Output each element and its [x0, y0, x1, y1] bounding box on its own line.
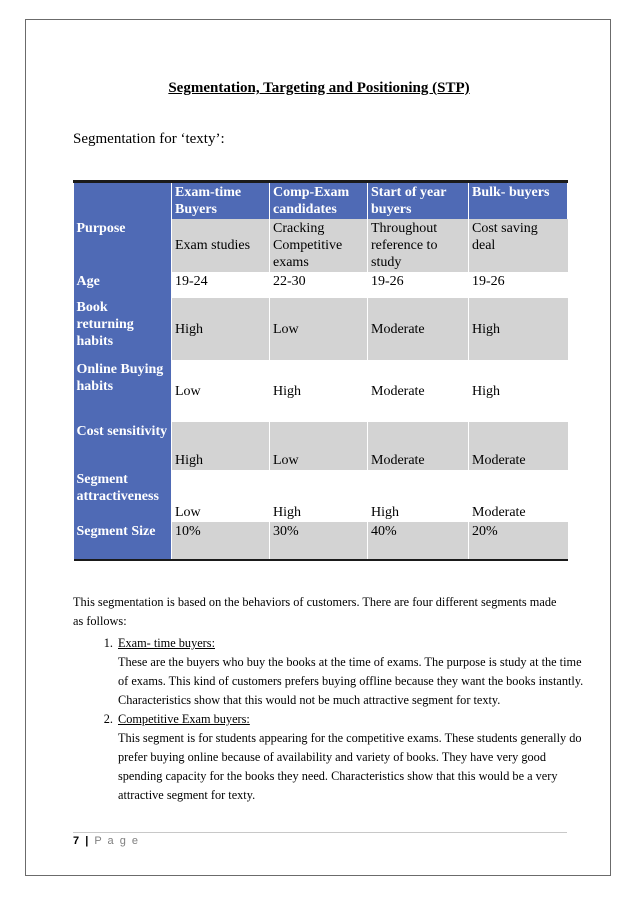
- table-cell: Low: [270, 298, 368, 360]
- page-footer: [73, 835, 140, 847]
- table-cell: 30%: [270, 522, 368, 560]
- row-label: Segment Size: [74, 522, 172, 560]
- segment-title: Exam- time buyers:: [118, 636, 215, 650]
- table-cell: Moderate: [368, 422, 469, 470]
- row-label: Book returning habits: [74, 298, 172, 360]
- table-row: [74, 422, 568, 470]
- row-label: Purpose: [74, 219, 172, 272]
- table-cell: Throughout reference to study: [368, 219, 469, 272]
- segmentation-table: [73, 180, 568, 561]
- table-cell: Low: [172, 360, 270, 422]
- table-cell: 20%: [469, 522, 568, 560]
- table-row: [74, 470, 568, 522]
- table-cell: Moderate: [469, 422, 568, 470]
- footer-separator: |: [85, 835, 90, 847]
- table-header-cell: Comp-Exam candidates: [270, 182, 368, 220]
- footer-divider: [73, 832, 567, 833]
- table-header-cell: Exam-time Buyers: [172, 182, 270, 220]
- list-item: [116, 634, 586, 710]
- row-label: Segment attractiveness: [74, 470, 172, 522]
- table-cell: 10%: [172, 522, 270, 560]
- table-cell: 19-24: [172, 272, 270, 298]
- page-title: Segmentation, Targeting and Positioning (STP): [168, 80, 470, 96]
- segment-description: These are the buyers who buy the books at the time of exams. The purpose is study at the time of exams. This kind of customers prefers buying offline because they want the books instantly. Characteristics show that this would not be much attractive segment for texty.: [118, 655, 584, 707]
- row-label: Age: [74, 272, 172, 298]
- table-cell: Low: [270, 422, 368, 470]
- segment-list: [73, 634, 586, 805]
- table-cell: Cracking Competitive exams: [270, 219, 368, 272]
- table-cell: 19-26: [368, 272, 469, 298]
- row-label: Cost sensitivity: [74, 422, 172, 470]
- table-row: [74, 272, 568, 298]
- table-header-cell: [74, 182, 172, 220]
- table-row: [74, 522, 568, 560]
- table-row: [74, 219, 568, 272]
- segment-description: This segment is for students appearing for the competitive exams. These students generally do prefer buying online because of availability and variety of books. They have very good spending capacity for the books they need. Characteristics show that this would be a very attractive segment for texty.: [118, 731, 582, 802]
- table-cell: High: [270, 470, 368, 522]
- table-cell: High: [368, 470, 469, 522]
- page-label: P a g e: [94, 835, 140, 847]
- segment-title: Competitive Exam buyers:: [118, 712, 250, 726]
- table-header-row: [74, 182, 568, 220]
- table-cell: 22-30: [270, 272, 368, 298]
- table-cell: High: [172, 298, 270, 360]
- table-cell: 40%: [368, 522, 469, 560]
- table-cell: Cost saving deal: [469, 219, 568, 272]
- table-cell: High: [172, 422, 270, 470]
- table-cell: High: [469, 360, 568, 422]
- row-label: Online Buying habits: [74, 360, 172, 422]
- table-cell: Moderate: [368, 298, 469, 360]
- table-cell: Low: [172, 470, 270, 522]
- list-item: [116, 710, 586, 805]
- table-row: [74, 360, 568, 422]
- table-cell: Moderate: [469, 470, 568, 522]
- table-header-cell: Bulk- buyers: [469, 182, 568, 220]
- table-row: [74, 298, 568, 360]
- table-cell: High: [469, 298, 568, 360]
- table-cell: 19-26: [469, 272, 568, 298]
- intro-text: Segmentation for ‘texty’:: [73, 131, 225, 147]
- page-number: 7: [73, 835, 81, 847]
- table-cell: Moderate: [368, 360, 469, 422]
- table-header-cell: Start of year buyers: [368, 182, 469, 220]
- table-cell: High: [270, 360, 368, 422]
- segmentation-paragraph: This segmentation is based on the behaviors of customers. There are four different segments made as follows:: [73, 595, 557, 628]
- table-cell: Exam studies: [172, 219, 270, 272]
